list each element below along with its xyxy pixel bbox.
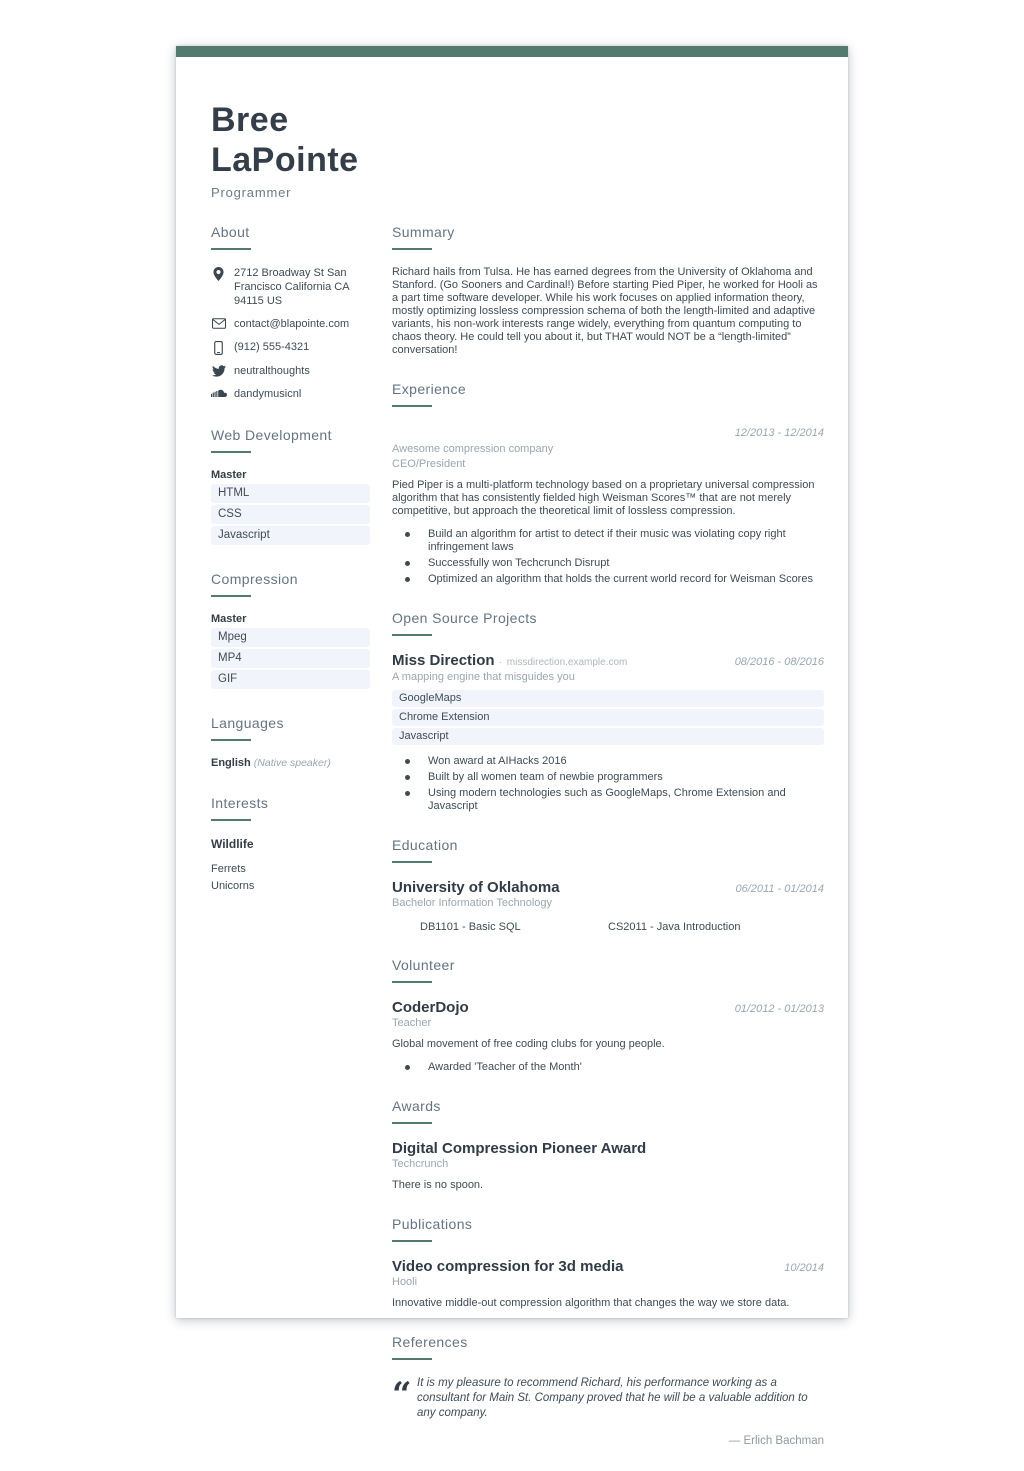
first-name: Bree xyxy=(211,101,289,139)
volunteer-org: CoderDojo xyxy=(392,999,469,1016)
interests-heading: Interests xyxy=(211,795,269,811)
publication-title: Video compression for 3d media xyxy=(392,1258,624,1275)
volunteer-date: 01/2012 - 01/2013 xyxy=(734,1003,824,1015)
language-item xyxy=(211,757,370,769)
skill-group-web-development xyxy=(211,427,370,545)
project-url: missdirection.example.com xyxy=(506,657,628,668)
sidebar xyxy=(211,224,370,1471)
interest-item: Ferrets xyxy=(211,863,246,875)
accent-bar xyxy=(176,46,848,57)
skill-bar: MP4 xyxy=(211,649,370,668)
skill-group-heading: Web Development xyxy=(211,427,332,443)
heading-rule xyxy=(211,248,251,250)
bullet-item: Built by all women team of newbie programmers xyxy=(392,771,824,784)
summary-section xyxy=(392,224,824,357)
tag-bar: Chrome Extension xyxy=(392,709,824,726)
heading-rule xyxy=(392,1240,432,1242)
address-text: 2712 Broadway St San Francisco California CA 94115 US xyxy=(234,267,349,307)
references-heading: References xyxy=(392,1334,468,1350)
experience-role: CEO/President xyxy=(392,458,466,470)
projects-section xyxy=(392,610,824,813)
last-name: LaPointe xyxy=(211,141,359,179)
project-tags xyxy=(392,690,824,745)
experience-date: 12/2013 - 12/2014 xyxy=(734,427,824,439)
project-url-separator: · xyxy=(498,657,503,668)
person-name xyxy=(211,100,824,180)
volunteer-heading: Volunteer xyxy=(392,957,455,973)
publications-section xyxy=(392,1216,824,1310)
quote-icon xyxy=(392,1376,417,1396)
tag-bar: Javascript xyxy=(392,728,824,745)
project-subtitle: A mapping engine that misguides you xyxy=(392,671,575,683)
twitter-icon xyxy=(211,364,226,377)
twitter-row xyxy=(211,364,370,378)
award-description: There is no spoon. xyxy=(392,1179,484,1191)
project-date: 08/2016 - 08/2016 xyxy=(734,656,824,668)
heading-rule xyxy=(392,405,432,407)
languages-section xyxy=(211,715,370,769)
experience-description: Pied Piper is a multi-platform technology based on a proprietary universal compression algorithm that has consistently fielded high Weisman Scores™ that are not merely competitive, but approach the theoretical limit of lossless compression. xyxy=(392,479,815,517)
reference-entry xyxy=(392,1376,824,1447)
bullet-item: Successfully won Techcrunch Disrupt xyxy=(392,557,824,570)
heading-rule xyxy=(211,595,251,597)
project-entry xyxy=(392,652,824,813)
resume-header xyxy=(176,57,848,200)
experience-heading: Experience xyxy=(392,381,467,397)
education-heading: Education xyxy=(392,837,458,853)
degree: Bachelor Information Technology xyxy=(392,897,553,909)
languages-heading: Languages xyxy=(211,715,284,731)
heading-rule xyxy=(392,248,432,250)
interest-primary: Wildlife xyxy=(211,837,254,851)
skill-group-compression xyxy=(211,571,370,689)
school-name: University of Oklahoma xyxy=(392,879,560,896)
publication-date: 10/2014 xyxy=(784,1262,824,1274)
course-item: CS2011 - Java Introduction xyxy=(608,921,741,933)
bullet-item: Won award at AIHacks 2016 xyxy=(392,755,824,768)
publications-heading: Publications xyxy=(392,1216,473,1232)
soundcloud-icon xyxy=(211,387,226,398)
email-text: contact@blapointe.com xyxy=(234,318,350,330)
skill-level-label: Master xyxy=(211,613,247,625)
reference-attribution: — Erlich Bachman xyxy=(728,1435,824,1447)
bullet-item: Optimized an algorithm that holds the current world record for Weisman Scores xyxy=(392,573,824,586)
heading-rule xyxy=(211,739,251,741)
heading-rule xyxy=(392,981,432,983)
project-bullets xyxy=(392,755,824,813)
about-heading: About xyxy=(211,224,250,240)
projects-heading: Open Source Projects xyxy=(392,610,537,626)
award-entry xyxy=(392,1140,824,1192)
volunteer-entry xyxy=(392,999,824,1074)
skill-bar: Javascript xyxy=(211,526,370,545)
education-date: 06/2011 - 01/2014 xyxy=(735,883,824,895)
education-section xyxy=(392,837,824,933)
bullet-item: Awarded 'Teacher of the Month' xyxy=(392,1061,824,1074)
skill-bar: CSS xyxy=(211,505,370,524)
main-column xyxy=(392,224,824,1471)
course-list xyxy=(392,921,824,933)
volunteer-section xyxy=(392,957,824,1074)
bullet-item: Using modern technologies such as GoogleMaps, Chrome Extension and Javascript xyxy=(392,787,824,813)
volunteer-bullets xyxy=(392,1061,824,1074)
tag-bar: GoogleMaps xyxy=(392,690,824,707)
experience-bullets xyxy=(392,528,824,586)
heading-rule xyxy=(392,634,432,636)
project-title: Miss Direction xyxy=(392,652,495,669)
heading-rule xyxy=(392,861,432,863)
publication-description: Innovative middle-out compression algorithm that changes the way we store data. xyxy=(392,1297,790,1309)
references-section xyxy=(392,1334,824,1447)
experience-section xyxy=(392,381,824,586)
address-row xyxy=(211,266,370,308)
heading-rule xyxy=(211,451,251,453)
publication-publisher: Hooli xyxy=(392,1276,418,1288)
awards-heading: Awards xyxy=(392,1098,441,1114)
awards-section xyxy=(392,1098,824,1192)
email-row xyxy=(211,317,370,331)
phone-text: (912) 555-4321 xyxy=(234,341,310,353)
heading-rule xyxy=(392,1358,432,1360)
heading-rule xyxy=(211,819,251,821)
award-title: Digital Compression Pioneer Award xyxy=(392,1140,647,1157)
skill-bar: HTML xyxy=(211,484,370,503)
location-pin-icon xyxy=(211,266,226,281)
award-issuer: Techcrunch xyxy=(392,1158,449,1170)
interest-item: Unicorns xyxy=(211,880,255,892)
soundcloud-row xyxy=(211,387,370,401)
columns xyxy=(176,224,848,1471)
about-section xyxy=(211,224,370,401)
skill-bar: Mpeg xyxy=(211,628,370,647)
heading-rule xyxy=(392,1122,432,1124)
twitter-handle-text: neutralthoughts xyxy=(234,365,310,377)
phone-row xyxy=(211,340,370,355)
resume-page xyxy=(176,46,848,1447)
experience-entry xyxy=(392,423,824,586)
reference-quote: It is my pleasure to recommend Richard, his performance working as a consultant for Main St. Company proved that he will be a valuable addition to any company. xyxy=(417,1377,808,1419)
course-item: DB1101 - Basic SQL xyxy=(420,921,521,933)
education-entry xyxy=(392,879,824,933)
bullet-item: Build an algorithm for artist to detect if their music was violating copy right infringement laws xyxy=(392,528,824,554)
skill-bar: GIF xyxy=(211,670,370,689)
email-icon xyxy=(211,317,226,329)
skill-level-label: Master xyxy=(211,469,247,481)
language-note: (Native speaker) xyxy=(253,757,331,769)
summary-text: Richard hails from Tulsa. He has earned degrees from the University of Oklahoma and Stanford. (Go Sooners and Cardinal!) Before starting Pied Piper, he worked for Hooli as a part time software developer. While his work focuses on applied information theory, mostly optimizing lossless compression schema of both the length-limited and adaptive variants, his non-work interests range widely, everything from quantum computing to chaos theory. He could tell you about it, but THAT would NOT be a “length-limited” conversation! xyxy=(392,266,818,356)
publication-entry xyxy=(392,1258,824,1310)
experience-company: Awesome compression company xyxy=(392,443,554,455)
language-name: English xyxy=(211,757,251,769)
volunteer-role: Teacher xyxy=(392,1017,432,1029)
interests-section xyxy=(211,795,370,895)
soundcloud-handle-text: dandymusicnl xyxy=(234,388,302,400)
job-title: Programmer xyxy=(211,185,292,200)
summary-heading: Summary xyxy=(392,224,455,240)
volunteer-description: Global movement of free coding clubs for young people. xyxy=(392,1038,665,1050)
skill-group-heading: Compression xyxy=(211,571,298,587)
phone-icon xyxy=(211,340,226,355)
